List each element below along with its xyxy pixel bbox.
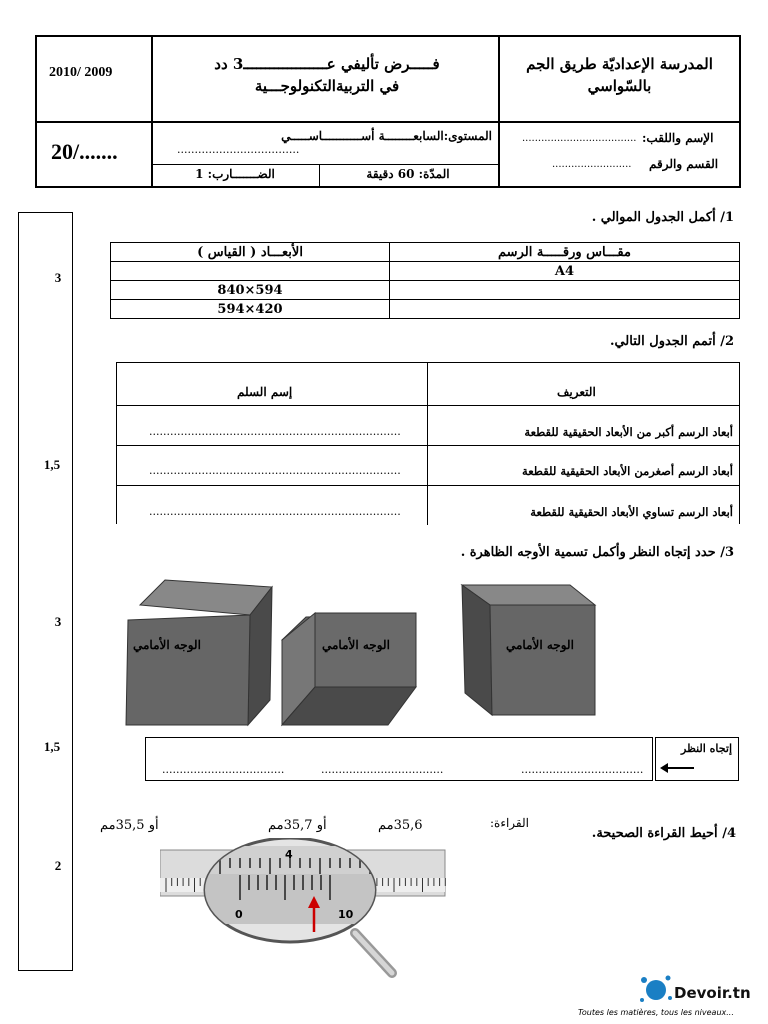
view-direction-box: [655, 737, 739, 781]
q2-answer-3[interactable]: ........................................................................: [149, 505, 401, 518]
score-q2: 1,5: [43, 457, 61, 472]
name-label: الإسم واللقب:: [642, 131, 714, 145]
vernier-label-10: 10: [338, 908, 354, 921]
school-name: المدرسة الإعداديّة طريق الجم: [526, 55, 713, 73]
q2-title: 2/ أتمم الجدول التالي.: [609, 334, 734, 349]
q3-answer-3[interactable]: ...................................: [521, 763, 644, 776]
vernier-label-0: 0: [235, 908, 243, 921]
cube-2: [282, 613, 416, 725]
q2-def-3: أبعاد الرسم تساوي الأبعاد الحقيقية للقطعة: [530, 505, 733, 519]
exam-title: فـــــرض تأليفي عـــــــــــــــــــ3 دد: [214, 55, 440, 73]
logo-tagline: Toutes les matières, tous les niveaux...: [578, 1008, 734, 1017]
score-total: 20/.......: [51, 139, 118, 164]
table-row: [111, 262, 740, 281]
q1-cell-scale[interactable]: A4: [390, 262, 740, 281]
q1-table: [110, 242, 740, 319]
cube-2-face-label: الوجه الأمامي: [322, 638, 390, 652]
q1-cell-dims[interactable]: 840×594: [111, 281, 390, 300]
view-direction-label: إتجاه النظر: [681, 742, 732, 755]
vernier-figure: [160, 838, 460, 988]
reading-option-1[interactable]: 35,6مم: [378, 818, 423, 833]
coefficient-label: الضـــــــارب: 1: [195, 167, 275, 181]
q1-title: 1/ أكمل الجدول الموالي .: [591, 210, 734, 225]
main-scale-label: 4: [285, 848, 293, 861]
table-row: [111, 281, 740, 300]
q1-cell-scale[interactable]: [390, 281, 740, 300]
splash-icon: [638, 972, 674, 1006]
school-town: بالسّواسي: [587, 77, 652, 95]
class-dots[interactable]: .........................: [552, 159, 632, 170]
q1-header-scale: مقـــاس ورقـــــة الرسم: [390, 243, 740, 262]
q2-def-2: أبعاد الرسم أصغرمن الأبعاد الحقيقية للقطعة: [522, 464, 733, 478]
cubes-figure: [120, 575, 620, 735]
score-q3a: 3: [54, 614, 62, 629]
score-q3b: 1,5: [43, 739, 61, 754]
school-year: 2010/ 2009: [49, 65, 113, 80]
name-dots[interactable]: ....................................: [522, 133, 637, 144]
reading-option-3[interactable]: أو 35,5مم: [100, 818, 159, 833]
q3-title: 3/ حدد إتجاه النظر وأكمل تسمية الأوجه الظاهرة .: [460, 545, 734, 560]
q2-answer-1[interactable]: ........................................................................: [149, 425, 401, 438]
q1-cell-scale[interactable]: [390, 300, 740, 319]
class-label: القسم والرقم: [649, 157, 719, 171]
q2-header-def: التعريف: [557, 385, 596, 399]
cube-3-face-label: الوجه الأمامي: [506, 638, 574, 652]
logo-name: Devoir.tn: [674, 984, 751, 1002]
score-q1: 3: [54, 270, 62, 285]
q4-title: 4/ أحيط القراءة الصحيحة.: [591, 826, 736, 841]
header-box: [35, 35, 741, 188]
exam-subject: في التربيةالتكنولوجـــية: [254, 77, 400, 95]
q2-answer-2[interactable]: ........................................................................: [149, 464, 401, 477]
q3-answer-box: [145, 737, 653, 781]
reading-option-2[interactable]: أو 35,7مم: [268, 818, 327, 833]
q2-header-name: إسم السلم: [237, 385, 293, 399]
cube-1: [126, 580, 272, 725]
q2-table: [116, 362, 740, 524]
q2-def-1: أبعاد الرسم أكبر من الأبعاد الحقيقية للقطعة: [524, 425, 733, 439]
table-row: [111, 300, 740, 319]
cube-1-face-label: الوجه الأمامي: [133, 638, 201, 652]
arrow-left-icon: [660, 762, 696, 774]
q1-cell-dims[interactable]: [111, 262, 390, 281]
q1-header-dims: الأبعـــاد ( القياس ): [111, 243, 390, 262]
reading-label: القراءة:: [490, 816, 529, 830]
q3-answer-2[interactable]: ...................................: [321, 763, 444, 776]
q1-cell-dims[interactable]: 594×420: [111, 300, 390, 319]
header-dots: ...................................: [177, 143, 300, 156]
duration-label: المدّة: 60 دقيقة: [366, 167, 450, 181]
level-label: المستوى:السابعــــــــة أســـــــــــاســـــي: [281, 129, 492, 143]
score-q4: 2: [54, 858, 62, 873]
q3-answer-1[interactable]: ...................................: [162, 763, 285, 776]
